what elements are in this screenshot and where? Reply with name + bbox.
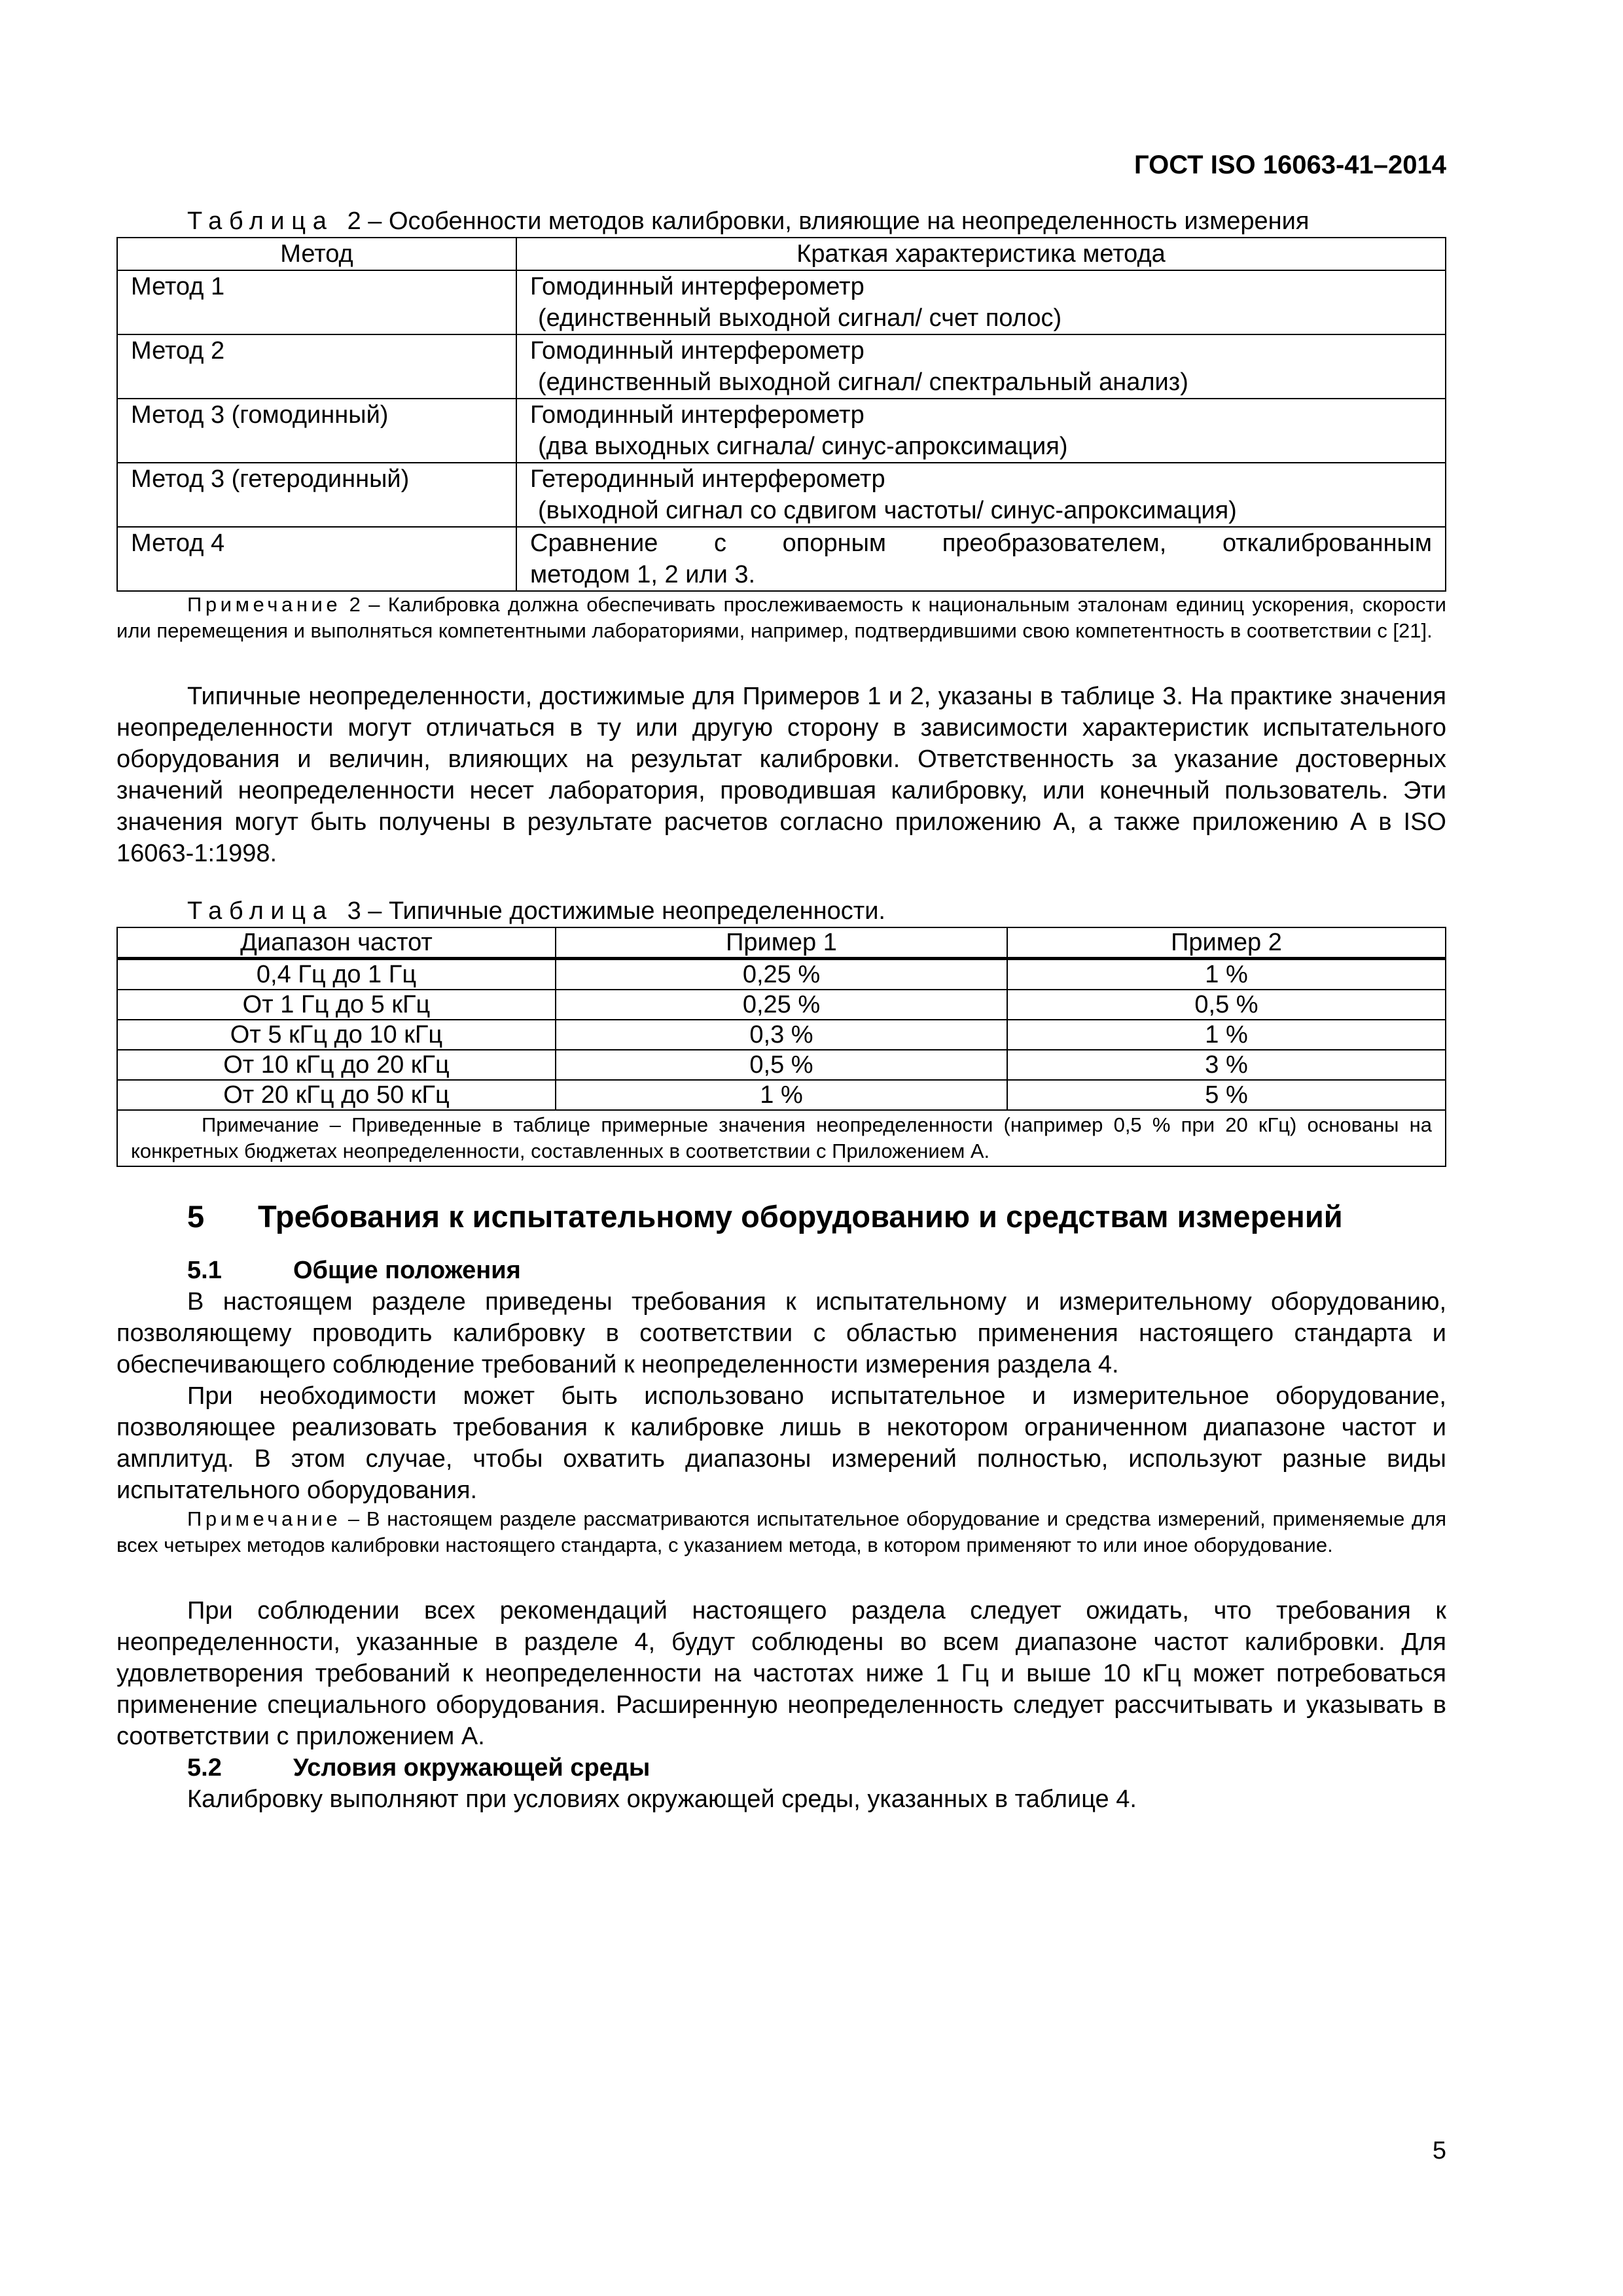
table3-note: Примечание – Приведенные в таблице примерные значения неопределенности (например 0,5 % при 20 кГц) основаны на конкретных бюджетах неопределенности, составленных в соответствии с Приложением А. (131, 1113, 1432, 1162)
section51-paragraph1: В настоящем разделе приведены требования к испытательному и измерительному оборудованию, позволяющему проводить калибровку в соответствии с областью применения настоящего стандарта и обеспечивающего соблюдение требований к неопределенности измерения раздела 4. (116, 1288, 1446, 1378)
table3-header-range: Диапазон частот (117, 927, 556, 959)
table3-caption-label: Таблица (187, 897, 334, 925)
table-row (117, 1020, 1446, 1050)
table3-header-row (117, 927, 1446, 959)
table3-header-example2: Пример 2 (1007, 927, 1446, 959)
table2-desc-line2: (единственный выходной сигнал/ спектральный анализ) (538, 368, 1188, 396)
table2-desc-line2: (два выходных сигнала/ синус-апроксимация) (538, 433, 1068, 460)
table-row (117, 463, 1446, 527)
table2-cell-method: Метод 1 (117, 270, 516, 334)
table3-cell-example1: 0,25 % (556, 990, 1007, 1020)
table2-caption-text: 2 – Особенности методов калибровки, влияющие на неопределенность измерения (347, 207, 1310, 235)
section51-title: Общие положения (293, 1257, 521, 1284)
table2-desc-line1: Гомодинный интерферометр (530, 273, 865, 300)
section5-number: 5 (187, 1199, 205, 1234)
section52-paragraph: Калибровку выполняют при условиях окружающей среды, указанных в таблице 4. (187, 1785, 1137, 1813)
table3-note-cell (117, 1110, 1446, 1166)
table3-cell-range: От 20 кГц до 50 кГц (117, 1080, 556, 1110)
table-row (117, 334, 1446, 399)
table2-cell-desc (516, 463, 1446, 527)
table3-cell-range: От 10 кГц до 20 кГц (117, 1050, 556, 1080)
table2-cell-desc (516, 334, 1446, 399)
section52-heading (116, 1752, 1446, 1784)
table3-cell-range: От 5 кГц до 10 кГц (117, 1020, 556, 1050)
table2-caption (116, 206, 1446, 237)
table-row (117, 1050, 1446, 1080)
table3-cell-example2: 0,5 % (1007, 990, 1446, 1020)
table-row (117, 990, 1446, 1020)
note-label: Примечание (187, 1507, 342, 1530)
section51-paragraph2: При необходимости может быть использовано испытательное и измерительное оборудование, позволяющее реализовать требования к калибровке лишь в некотором ограниченном диапазоне частот и амплитуд. В этом случае, чтобы охватить диапазоны измерений полностью, используют разные виды испытательного оборудования. (116, 1382, 1446, 1504)
table3 (116, 927, 1446, 1167)
table-row (117, 399, 1446, 463)
table3-cell-example1: 1 % (556, 1080, 1007, 1110)
table2-cell-desc (516, 270, 1446, 334)
note-text: – В настоящем разделе рассматриваются испытательное оборудование и средства измерений, применяемые для всех четырех методов калибровки настоящего стандарта, с указанием метода, в котором применяют то или иное оборудование. (116, 1507, 1446, 1556)
paragraph-typical-uncertainties: Типичные неопределенности, достижимые для Примеров 1 и 2, указаны в таблице 3. На практике значения неопределенности могут отличаться в ту или другую сторону в зависимости характеристик испытательного оборудования и величин, влияющих на результат калибровки. Ответственность за указание достоверных значений неопределенности несет лаборатория, проводившая калибровку, или конечный пользователь. Эти значения могут быть получены в результате расчетов согласно приложению А, а также приложению А в ISO 16063-1:1998. (116, 683, 1446, 867)
section52-title: Условия окружающей среды (293, 1754, 651, 1782)
table2-desc-line1: Гетеродинный интерферометр (530, 465, 885, 493)
table3-cell-range: 0,4 Гц до 1 Гц (117, 959, 556, 990)
section51-number: 5.1 (187, 1257, 222, 1284)
table2-cell-method: Метод 2 (117, 334, 516, 399)
table2-header-desc: Краткая характеристика метода (516, 238, 1446, 270)
page-content (116, 149, 1446, 1815)
table3-cell-example2: 1 % (1007, 959, 1446, 990)
table3-cell-example1: 0,3 % (556, 1020, 1007, 1050)
doc-header: ГОСТ ISO 16063-41–2014 (1134, 151, 1446, 179)
table3-cell-example2: 1 % (1007, 1020, 1446, 1050)
table2-cell-method: Метод 3 (гомодинный) (117, 399, 516, 463)
table2-cell-method: Метод 3 (гетеродинный) (117, 463, 516, 527)
section5-title: Требования к испытательному оборудованию и средствам измерений (258, 1199, 1343, 1234)
table3-cell-range: От 1 Гц до 5 кГц (117, 990, 556, 1020)
table2-header-method: Метод (117, 238, 516, 270)
table2 (116, 237, 1446, 592)
section52-number: 5.2 (187, 1754, 222, 1782)
table3-note-row (117, 1110, 1446, 1166)
section51-note (116, 1506, 1446, 1558)
table2-cell-desc (516, 527, 1446, 591)
table3-caption (116, 895, 1446, 927)
note-text: 2 – Калибровка должна обеспечивать прослеживаемость к национальным эталонам единиц ускорения, скорости или перемещения и выполняться компетентными лабораториями, например, подтвердившими свою компетентность в соответствии с [21]. (116, 593, 1446, 642)
table3-cell-example2: 3 % (1007, 1050, 1446, 1080)
table3-header-example1: Пример 1 (556, 927, 1007, 959)
table2-desc-line2: методом 1, 2 или 3. (530, 561, 756, 588)
table-row (117, 527, 1446, 591)
table-row (117, 959, 1446, 990)
table2-cell-method: Метод 4 (117, 527, 516, 591)
table2-desc-line1: Гомодинный интерферометр (530, 401, 865, 429)
table3-cell-example1: 0,25 % (556, 959, 1007, 990)
table2-cell-desc (516, 399, 1446, 463)
table2-desc-line1: Гомодинный интерферометр (530, 337, 865, 365)
section5-heading (116, 1198, 1446, 1235)
section51-paragraph3: При соблюдении всех рекомендаций настоящего раздела следует ожидать, что требования к неопределенности, указанные в разделе 4, будут соблюдены во всем диапазоне частот калибровки. Для удовлетворения требований к неопределенности на частотах ниже 1 Гц и выше 10 кГц может потребоваться применение специального оборудования. Расширенную неопределенность следует рассчитывать и указывать в соответствии с приложением А. (116, 1597, 1446, 1750)
table2-header-row (117, 238, 1446, 270)
table3-cell-example1: 0,5 % (556, 1050, 1007, 1080)
table3-caption-text: 3 – Типичные достижимые неопределенности. (347, 897, 885, 925)
table2-note (116, 592, 1446, 644)
table2-desc-line1: Сравнение с опорным преобразователем, откалиброванным (530, 529, 1432, 557)
table2-desc-line2: (выходной сигнал со сдвигом частоты/ синус-апроксимация) (538, 497, 1237, 524)
table2-desc-line2: (единственный выходной сигнал/ счет полос) (538, 304, 1062, 332)
page-number: 5 (1432, 2137, 1446, 2164)
table2-caption-label: Таблица (187, 207, 334, 235)
table3-cell-example2: 5 % (1007, 1080, 1446, 1110)
section51-heading (116, 1255, 1446, 1286)
note-label: Примечание (187, 593, 342, 616)
table-row (117, 270, 1446, 334)
table-row (117, 1080, 1446, 1110)
